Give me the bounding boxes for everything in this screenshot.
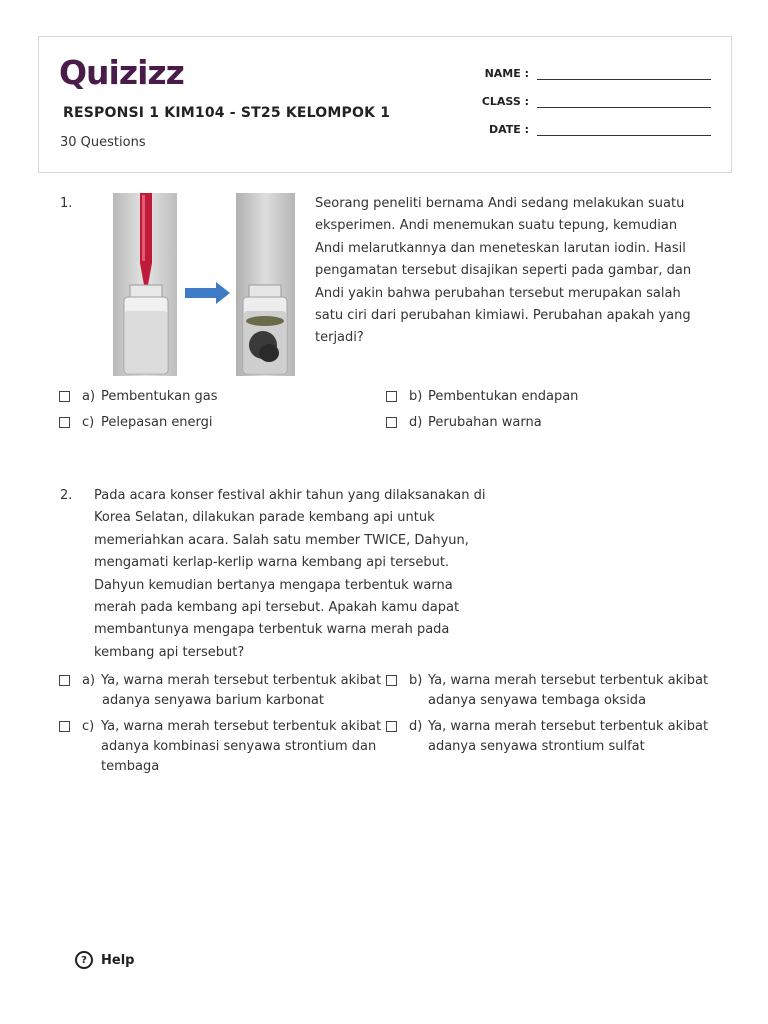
date-field[interactable]: [489, 123, 711, 136]
name-line[interactable]: [537, 67, 711, 80]
question-1-line: Andi yakin bahwa perubahan tersebut merupakan salah: [315, 285, 681, 301]
option-letter: c): [82, 719, 95, 734]
help-label: Help: [101, 952, 135, 968]
option-line: Ya, warna merah tersebut terbentuk akibat: [428, 673, 709, 688]
option-line: Ya, warna merah tersebut terbentuk akibat: [428, 719, 709, 734]
option-checkbox[interactable]: [59, 721, 70, 732]
experiment-figure: [113, 193, 295, 376]
option-letter: d): [409, 719, 423, 734]
question-1-option-a[interactable]: [59, 387, 383, 407]
date-label: DATE :: [488, 123, 529, 136]
page-title: RESPONSI 1 KIM104 - ST25 KELOMPOK 1: [63, 105, 391, 121]
option-text: [428, 717, 710, 757]
question-1-number: 1.: [60, 196, 73, 211]
name-label: NAME :: [484, 67, 529, 80]
question-2-option-d[interactable]: [386, 717, 710, 757]
question-2-line: kembang api tersebut?: [94, 644, 245, 660]
question-2-number: 2.: [60, 488, 73, 503]
question-1-line: terjadi?: [315, 330, 364, 346]
question-2-option-a[interactable]: [59, 671, 383, 711]
question-2-text: [94, 485, 486, 664]
question-2-line: mengamati kerlap-kerlip warna kembang api tersebut.: [94, 555, 450, 571]
question-mark-icon: ?: [75, 951, 93, 969]
option-line: adanya kombinasi senyawa strontium dan: [101, 739, 377, 754]
option-line: Ya, warna merah tersebut terbentuk akibat: [101, 673, 382, 688]
help-link[interactable]: [75, 951, 134, 969]
option-letter: c): [82, 415, 95, 430]
option-line: Ya, warna merah tersebut terbentuk akibat: [101, 719, 382, 734]
option-checkbox[interactable]: [386, 675, 397, 686]
vial-before-neck: [130, 285, 162, 297]
arrow-icon: [185, 282, 230, 304]
question-2-line: Dahyun kemudian bertanya mengapa terbentuk warna: [94, 577, 453, 593]
question-2-line: membantunya mengapa terbentuk warna merah pada: [94, 622, 450, 638]
question-1-text: [315, 193, 691, 350]
option-checkbox[interactable]: [386, 721, 397, 732]
question-2-line: merah pada kembang api tersebut. Apakah kamu dapat: [94, 600, 460, 616]
option-text: [101, 671, 383, 711]
date-line[interactable]: [537, 123, 711, 136]
question-1-option-d[interactable]: [386, 413, 710, 433]
option-text: [428, 671, 710, 711]
option-letter: b): [409, 673, 423, 688]
option-line: adanya senyawa tembaga oksida: [428, 693, 647, 708]
question-2-line: memeriahkan acara. Salah satu member TWICE, Dahyun,: [94, 532, 469, 548]
option-letter: a): [82, 389, 96, 404]
question-2-option-b[interactable]: [386, 671, 710, 711]
option-checkbox[interactable]: [386, 391, 397, 402]
pipette: [140, 193, 152, 263]
option-letter: b): [409, 389, 423, 404]
option-checkbox[interactable]: [59, 417, 70, 428]
option-checkbox[interactable]: [59, 675, 70, 686]
question-1-line: pengamatan tersebut disajikan seperti pada gambar, dan: [315, 263, 692, 279]
question-count: 30 Questions: [60, 135, 146, 150]
option-text: Perubahan warna: [428, 415, 542, 430]
option-letter: d): [409, 415, 423, 430]
question-1-option-c[interactable]: [59, 413, 383, 433]
option-text: Pembentukan gas: [101, 389, 218, 404]
question-1-line: eksperimen. Andi menemukan suatu tepung, kemudian: [315, 218, 678, 234]
quizizz-logo: Quizizz: [59, 53, 184, 92]
vial-after-neck: [249, 285, 281, 297]
option-line: adanya senyawa strontium sulfat: [428, 739, 645, 754]
class-line[interactable]: [537, 95, 711, 108]
option-letter: a): [82, 673, 96, 688]
question-1-line: Seorang peneliti bernama Andi sedang melakukan suatu: [315, 196, 685, 211]
worksheet-header: [38, 36, 732, 173]
class-label: CLASS :: [481, 95, 529, 108]
question-2-option-c[interactable]: [59, 717, 383, 777]
option-line: tembaga: [101, 759, 160, 774]
option-text: [101, 717, 383, 777]
option-checkbox[interactable]: [386, 417, 397, 428]
option-checkbox[interactable]: [59, 391, 70, 402]
option-text: Pembentukan endapan: [428, 389, 579, 404]
option-line: adanya senyawa barium karbonat: [102, 693, 324, 708]
question-1-option-b[interactable]: [386, 387, 710, 407]
class-field[interactable]: [482, 95, 711, 108]
question-2-line: Korea Selatan, dilakukan parade kembang api untuk: [94, 510, 435, 526]
option-text: Pelepasan energi: [101, 415, 213, 430]
question-1-line: Andi melarutkannya dan meneteskan larutan iodin. Hasil: [315, 240, 686, 256]
name-field[interactable]: [485, 67, 711, 80]
question-1-line: satu ciri dari perubahan kimiawi. Perubahan apakah yang: [315, 308, 691, 324]
question-2-line: Pada acara konser festival akhir tahun yang dilaksanakan di: [94, 488, 486, 503]
